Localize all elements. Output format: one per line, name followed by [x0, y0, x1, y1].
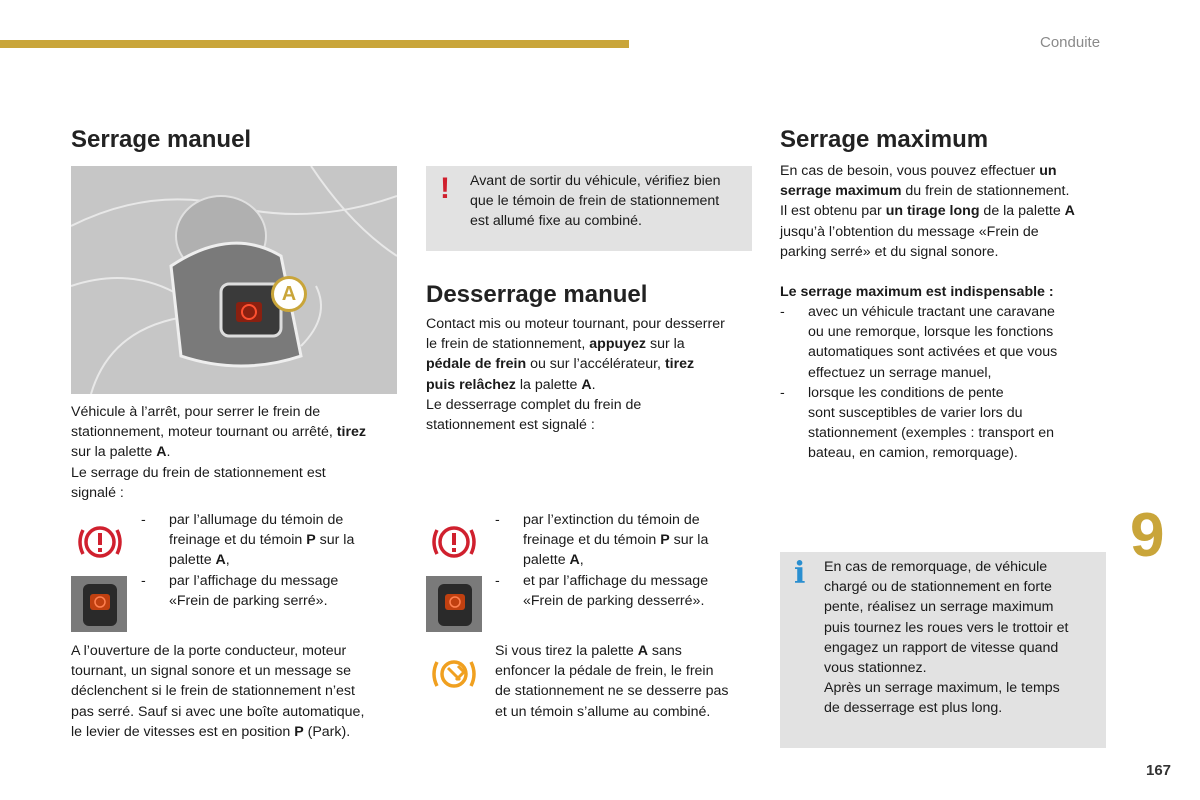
info-box	[780, 552, 1106, 748]
page-number: 167	[1146, 762, 1172, 779]
parking-brake-lever-thumbnail	[426, 576, 482, 632]
section-label: Conduite	[1040, 34, 1101, 51]
serrage-manuel-title: Serrage manuel	[71, 126, 252, 153]
indispensable-list	[780, 302, 1110, 464]
desserrage-intro: Contact mis ou moteur tournant, pour desserrer le frein de stationnement, appuyez sur la pédale de frein ou sur l’accélérateur, tirez puis relâchez la palette A. Le desserrage complet du frein de stationnement est signalé :	[426, 316, 725, 434]
parking-brake-lever-thumbnail	[71, 576, 127, 632]
list-item: - avec un véhicule tractant une caravane ou une remorque, lorsque les fonctions automatiques sont activées et que vous effectuez un serrage manuel,	[780, 302, 1110, 383]
indispensable-subtitle: Le serrage maximum est indispensable :	[780, 284, 1054, 300]
brake-warning-icon	[74, 516, 126, 568]
list-item: - lorsque les conditions de pente sont susceptibles de varier lors du stationnement (exemples : transport en bateau, en camion, remorquage).	[780, 383, 1110, 464]
serrage-manuel-intro: Véhicule à l’arrêt, pour serrer le frein de stationnement, moteur tournant ou arrêté, tirez sur la palette A. Le serrage du frein de stationnement est signalé :	[71, 404, 366, 501]
desserrage-note: Si vous tirez la palette A sans enfoncer la pédale de frein, le frein de stationnement ne se desserre pas et un témoin s’allume au combiné.	[495, 643, 729, 720]
parking-brake-illustration	[71, 166, 397, 394]
brake-warning-icon	[428, 516, 480, 568]
list-item: - par l’extinction du témoin de freinage et du témoin P sur la palette A,	[495, 510, 755, 571]
list-item: - par l’affichage du message «Frein de parking serré».	[141, 571, 391, 611]
serrage-maximum-intro: En cas de besoin, vous pouvez effectuer un serrage maximum du frein de stationnement. Il est obtenu par un tirage long de la palette A jusqu’à l’obtention du message «Frein de parking serré» et du signal sonore.	[780, 163, 1075, 260]
list-item: - et par l’affichage du message «Frein de parking desserré».	[495, 571, 755, 611]
parking-brake-fault-icon	[428, 652, 480, 696]
top-accent-bar	[0, 40, 629, 48]
serrage-maximum-title: Serrage maximum	[780, 126, 989, 153]
desserrage-indicator-list	[495, 510, 755, 611]
info-icon: i	[794, 556, 806, 591]
warning-exclamation-icon: !	[440, 172, 450, 205]
chapter-number: 9	[1130, 501, 1165, 570]
callout-a-label: A	[271, 276, 307, 312]
warning-text: Avant de sortir du véhicule, vérifiez bien que le témoin de frein de stationnement est allumé fixe au combiné.	[470, 173, 721, 230]
door-opening-paragraph: A l’ouverture de la porte conducteur, moteur tournant, un signal sonore et un message se déclenchent si le frein de stationnement n’est pas serré. Sauf si avec une boîte automatique, le levier de vitesses est en position P (Park).	[71, 643, 365, 740]
list-item: - par l’allumage du témoin de freinage et du témoin P sur la palette A,	[141, 510, 391, 571]
serrage-indicator-list	[141, 510, 391, 611]
warning-box	[426, 166, 752, 251]
desserrage-manuel-title: Desserrage manuel	[426, 281, 648, 308]
info-text: En cas de remorquage, de véhicule chargé ou de stationnement en forte pente, réalisez un serrage maximum puis tournez les roues vers le trottoir et engagez un rapport de vitesse quand vous stationnez. Après un serrage maximum, le temps de desserrage est plus long.	[824, 559, 1069, 717]
